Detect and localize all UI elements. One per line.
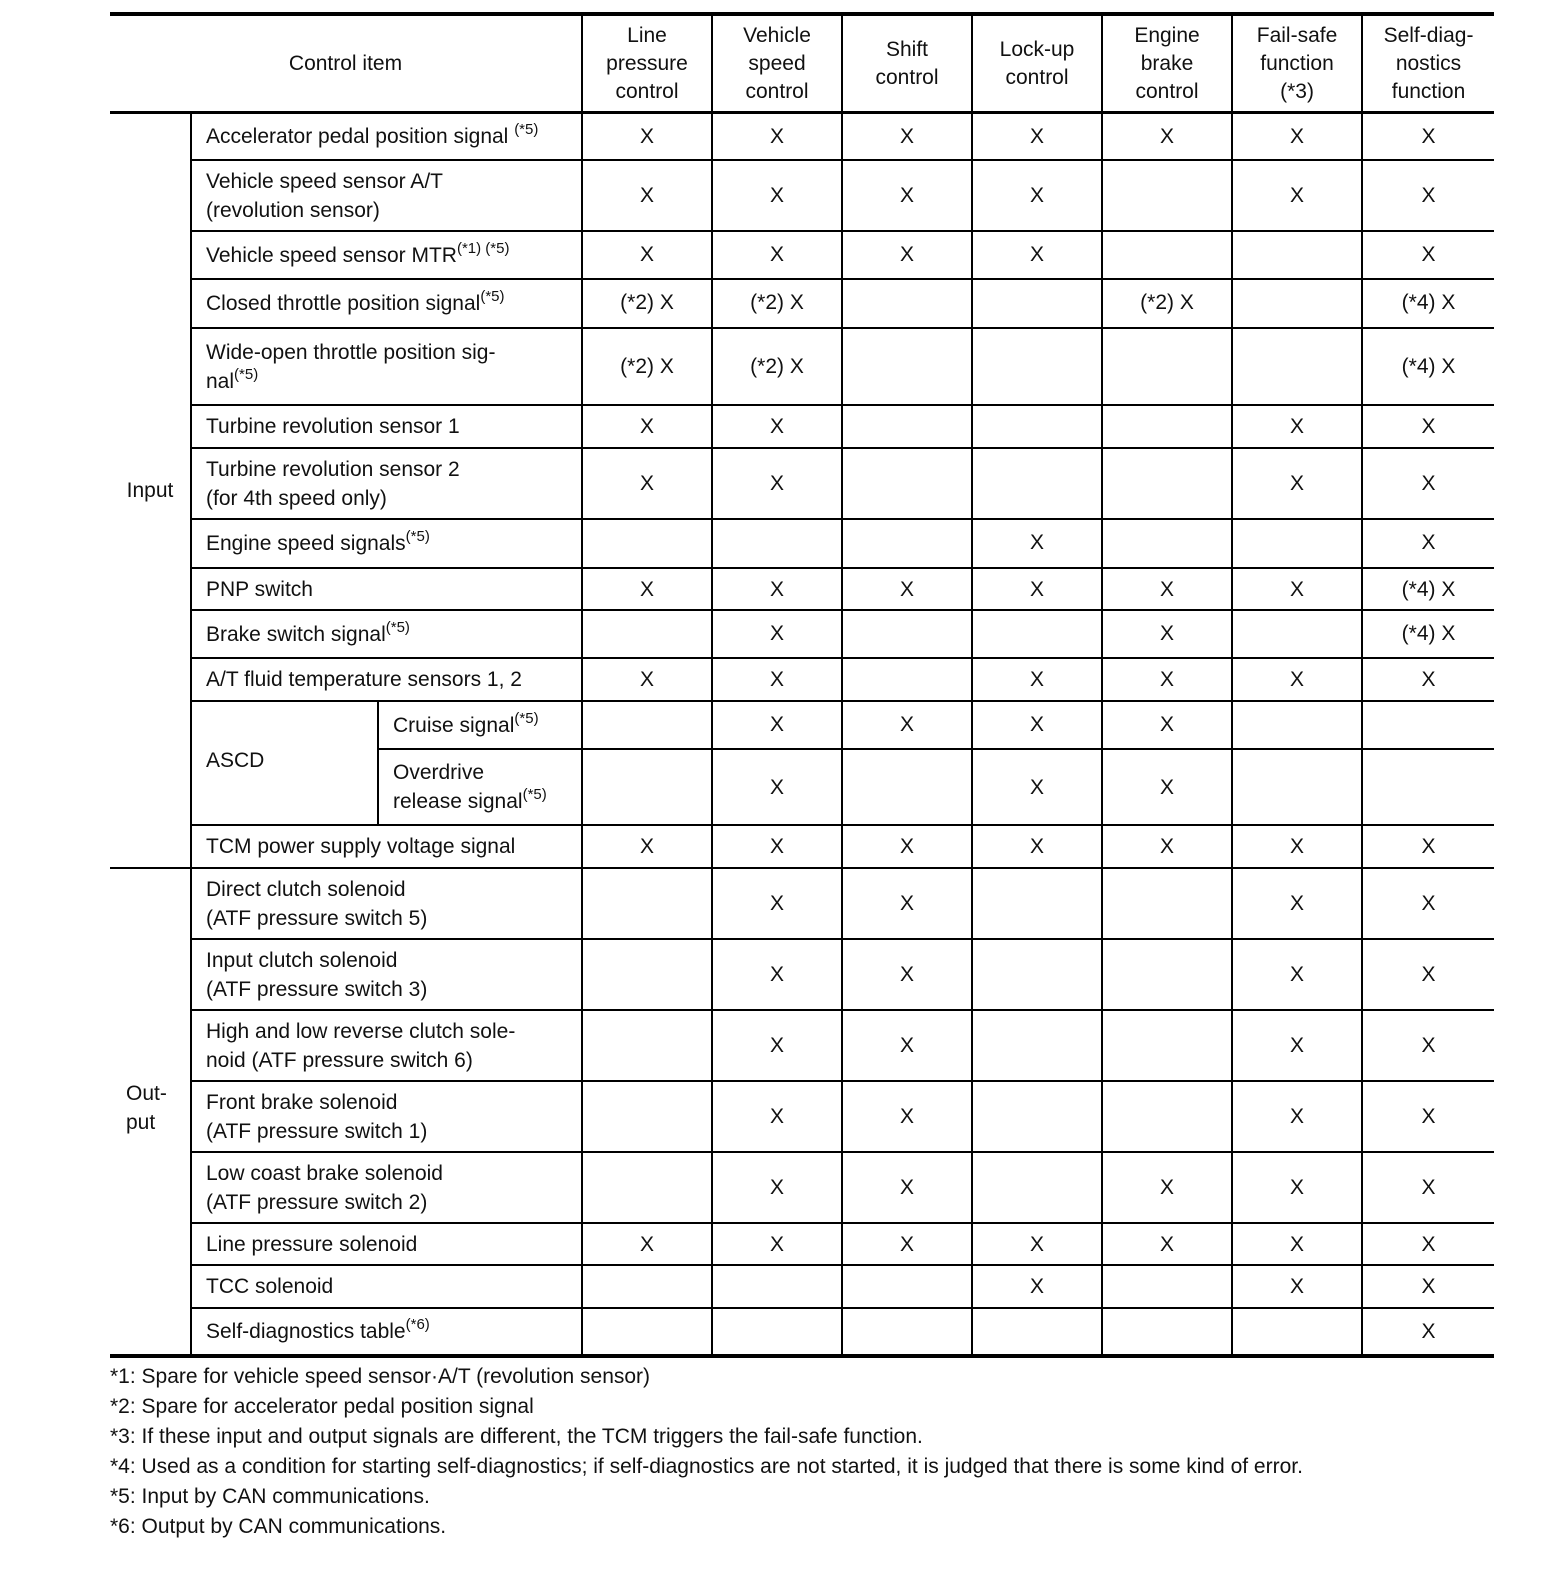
mark-cell: X (972, 568, 1102, 610)
mark-cell (972, 868, 1102, 939)
mark-cell (1102, 448, 1232, 519)
mark-cell: (*2) X (582, 279, 712, 328)
mark-cell: X (842, 1010, 972, 1081)
mark-cell (1102, 405, 1232, 448)
mark-cell: X (842, 825, 972, 868)
control-item-table (110, 12, 1494, 1358)
table-row (110, 1308, 1494, 1356)
mark-cell (1102, 1010, 1232, 1081)
mark-cell: X (842, 231, 972, 279)
row-label: Self-diagnostics table$^{(*6)}$ (191, 1308, 582, 1356)
mark-cell: X (582, 658, 712, 701)
mark-cell: X (972, 112, 1102, 160)
table-row (110, 1152, 1494, 1223)
mark-cell (972, 1081, 1102, 1152)
row-label: Turbine revolution sensor 1 (191, 405, 582, 448)
footnote: *3: If these input and output signals are different, the TCM triggers the fail-safe function. (110, 1425, 923, 1448)
mark-cell: X (712, 160, 842, 231)
mark-cell: X (1232, 1265, 1362, 1308)
mark-cell: X (1362, 1265, 1494, 1308)
mark-cell: X (1232, 1010, 1362, 1081)
mark-cell (1102, 1308, 1232, 1356)
mark-cell: X (582, 825, 712, 868)
mark-cell (1232, 519, 1362, 568)
mark-cell (712, 1308, 842, 1356)
mark-cell (582, 939, 712, 1010)
mark-cell (1362, 701, 1494, 749)
row-label: Line pressure solenoid (191, 1223, 582, 1265)
mark-cell: (*2) X (712, 328, 842, 405)
group-label-input: Input (110, 112, 191, 868)
mark-cell: X (712, 231, 842, 279)
mark-cell: X (1232, 658, 1362, 701)
row-label: TCC solenoid (191, 1265, 582, 1308)
mark-cell: X (842, 568, 972, 610)
mark-cell (582, 1081, 712, 1152)
header-engine-brake-control: Engine brake control (1102, 14, 1232, 112)
table-row (110, 658, 1494, 701)
mark-cell: X (712, 1081, 842, 1152)
header-control-item: Control item (110, 14, 582, 112)
row-label: Brake switch signal$^{(*5)}$ (191, 610, 582, 658)
row-label: TCM power supply voltage signal (191, 825, 582, 868)
mark-cell: X (1362, 519, 1494, 568)
mark-cell (1102, 939, 1232, 1010)
table-row (110, 868, 1494, 939)
mark-cell: X (582, 568, 712, 610)
mark-cell (582, 1152, 712, 1223)
table-row (110, 1223, 1494, 1265)
mark-cell (972, 1010, 1102, 1081)
mark-cell (972, 405, 1102, 448)
footnote: *2: Spare for accelerator pedal position signal (110, 1395, 534, 1418)
mark-cell: X (1102, 701, 1232, 749)
mark-cell: X (712, 1152, 842, 1223)
mark-cell (1102, 160, 1232, 231)
mark-cell: (*4) X (1362, 279, 1494, 328)
mark-cell: (*4) X (1362, 328, 1494, 405)
mark-cell: X (1362, 1010, 1494, 1081)
mark-cell: X (1102, 610, 1232, 658)
mark-cell: X (1362, 231, 1494, 279)
mark-cell: X (842, 1081, 972, 1152)
table-row (110, 405, 1494, 448)
mark-cell: X (1102, 658, 1232, 701)
mark-cell: (*2) X (582, 328, 712, 405)
mark-cell (582, 868, 712, 939)
mark-cell (1232, 701, 1362, 749)
header-row (110, 14, 1494, 112)
table-row (110, 939, 1494, 1010)
mark-cell: X (972, 825, 1102, 868)
table-row (110, 160, 1494, 231)
mark-cell: X (1362, 112, 1494, 160)
mark-cell: X (1102, 1223, 1232, 1265)
mark-cell: X (842, 1223, 972, 1265)
mark-cell: X (582, 160, 712, 231)
mark-cell: X (1102, 112, 1232, 160)
mark-cell: X (1362, 868, 1494, 939)
mark-cell: X (712, 568, 842, 610)
mark-cell: X (712, 658, 842, 701)
row-label: Input clutch solenoid (ATF pressure switch 3) (191, 939, 582, 1010)
mark-cell (842, 328, 972, 405)
mark-cell (842, 610, 972, 658)
table-row (110, 1081, 1494, 1152)
mark-cell (582, 701, 712, 749)
mark-cell: X (1232, 568, 1362, 610)
mark-cell: X (712, 749, 842, 825)
table-row (110, 701, 1494, 749)
table-row (110, 112, 1494, 160)
row-label: A/T fluid temperature sensors 1, 2 (191, 658, 582, 701)
row-label: PNP switch (191, 568, 582, 610)
group-label-ascd: ASCD (191, 701, 378, 825)
table-row (110, 1010, 1494, 1081)
mark-cell (1102, 1081, 1232, 1152)
mark-cell: X (582, 1223, 712, 1265)
table-row (110, 1265, 1494, 1308)
mark-cell: X (972, 701, 1102, 749)
mark-cell: X (712, 112, 842, 160)
mark-cell: X (1362, 1081, 1494, 1152)
mark-cell: X (1102, 1152, 1232, 1223)
mark-cell (842, 749, 972, 825)
mark-cell: X (972, 519, 1102, 568)
mark-cell: X (972, 231, 1102, 279)
mark-cell: X (842, 1152, 972, 1223)
mark-cell (972, 939, 1102, 1010)
mark-cell (582, 749, 712, 825)
mark-cell (582, 1308, 712, 1356)
table-row (110, 519, 1494, 568)
mark-cell: X (1232, 405, 1362, 448)
mark-cell (972, 1152, 1102, 1223)
mark-cell (1102, 519, 1232, 568)
mark-cell: X (712, 939, 842, 1010)
table-row (110, 610, 1494, 658)
mark-cell (842, 279, 972, 328)
mark-cell: (*4) X (1362, 610, 1494, 658)
mark-cell: X (582, 448, 712, 519)
mark-cell (1232, 610, 1362, 658)
mark-cell: X (582, 405, 712, 448)
mark-cell (972, 328, 1102, 405)
mark-cell (1102, 231, 1232, 279)
mark-cell (1102, 1265, 1232, 1308)
header-fail-safe-function: Fail-safe function (*3) (1232, 14, 1362, 112)
mark-cell (842, 1308, 972, 1356)
mark-cell (1102, 868, 1232, 939)
row-label: Closed throttle position signal$^{(*5)}$ (191, 279, 582, 328)
mark-cell: X (1232, 448, 1362, 519)
mark-cell: X (712, 405, 842, 448)
mark-cell: X (1102, 749, 1232, 825)
table-row (110, 825, 1494, 868)
mark-cell: X (1362, 1223, 1494, 1265)
row-label: Turbine revolution sensor 2 (for 4th speed only) (191, 448, 582, 519)
mark-cell: X (1362, 825, 1494, 868)
control-item-table-wrapper (110, 12, 1494, 1358)
mark-cell (1232, 328, 1362, 405)
mark-cell: X (1362, 1152, 1494, 1223)
mark-cell: X (712, 701, 842, 749)
mark-cell (582, 610, 712, 658)
row-label: Direct clutch solenoid (ATF pressure switch 5) (191, 868, 582, 939)
mark-cell: X (1232, 939, 1362, 1010)
mark-cell (842, 1265, 972, 1308)
mark-cell: X (1232, 825, 1362, 868)
mark-cell: X (1232, 868, 1362, 939)
mark-cell (582, 1010, 712, 1081)
mark-cell: X (1232, 1152, 1362, 1223)
header-self-diagnostics-function: Self-diag- nostics function (1362, 14, 1494, 112)
mark-cell (1232, 749, 1362, 825)
header-shift-control: Shift control (842, 14, 972, 112)
mark-cell (1362, 749, 1494, 825)
footnote: *6: Output by CAN communications. (110, 1515, 447, 1538)
footnote: *4: Used as a condition for starting self-diagnostics; if self-diagnostics are not started, it is judged that there is some kind of error. (110, 1455, 1303, 1478)
footnote: *5: Input by CAN communications. (110, 1485, 430, 1508)
mark-cell (712, 1265, 842, 1308)
mark-cell: X (842, 939, 972, 1010)
mark-cell (842, 448, 972, 519)
mark-cell: X (972, 658, 1102, 701)
row-label: Cruise signal$^{(*5)}$ (378, 701, 582, 749)
header-lock-up-control: Lock-up control (972, 14, 1102, 112)
mark-cell (972, 279, 1102, 328)
row-label: Vehicle speed sensor MTR$^{(*1) (*5)}$ (191, 231, 582, 279)
table-row (110, 568, 1494, 610)
mark-cell (972, 448, 1102, 519)
mark-cell: X (1102, 568, 1232, 610)
mark-cell: X (842, 701, 972, 749)
mark-cell: X (842, 160, 972, 231)
mark-cell (582, 519, 712, 568)
mark-cell (842, 658, 972, 701)
mark-cell: X (1362, 448, 1494, 519)
mark-cell: X (972, 160, 1102, 231)
mark-cell: X (582, 231, 712, 279)
mark-cell: X (842, 868, 972, 939)
mark-cell: X (972, 749, 1102, 825)
mark-cell: X (712, 825, 842, 868)
mark-cell: X (1362, 1308, 1494, 1356)
mark-cell: (*4) X (1362, 568, 1494, 610)
mark-cell (1232, 231, 1362, 279)
mark-cell: X (1232, 160, 1362, 231)
mark-cell (972, 1308, 1102, 1356)
mark-cell: (*2) X (1102, 279, 1232, 328)
mark-cell: X (1362, 405, 1494, 448)
row-label: High and low reverse clutch sole- noid (ATF pressure switch 6) (191, 1010, 582, 1081)
mark-cell: X (1102, 825, 1232, 868)
mark-cell (1102, 328, 1232, 405)
footnote: *1: Spare for vehicle speed sensor·A/T (revolution sensor) (110, 1365, 651, 1388)
mark-cell: X (1232, 1223, 1362, 1265)
header-vehicle-speed-control: Vehicle speed control (712, 14, 842, 112)
row-label: Low coast brake solenoid (ATF pressure switch 2) (191, 1152, 582, 1223)
mark-cell: X (1232, 1081, 1362, 1152)
mark-cell: X (842, 112, 972, 160)
row-label: Engine speed signals$^{(*5)}$ (191, 519, 582, 568)
mark-cell (972, 610, 1102, 658)
mark-cell (842, 405, 972, 448)
mark-cell: X (712, 610, 842, 658)
group-label-output: Out- put (110, 868, 191, 1356)
row-label: Vehicle speed sensor A/T (revolution sensor) (191, 160, 582, 231)
mark-cell: X (1362, 658, 1494, 701)
footnotes (110, 1362, 1494, 1542)
table-row (110, 231, 1494, 279)
row-label: Accelerator pedal position signal $^{(*5)}$ (191, 112, 582, 160)
row-label: Wide-open throttle position sig- nal$^{(*5)}$ (191, 328, 582, 405)
mark-cell (582, 1265, 712, 1308)
mark-cell (1232, 1308, 1362, 1356)
mark-cell (1232, 279, 1362, 328)
row-label: Front brake solenoid (ATF pressure switch 1) (191, 1081, 582, 1152)
table-row (110, 279, 1494, 328)
mark-cell: X (712, 1223, 842, 1265)
mark-cell (842, 519, 972, 568)
header-line-pressure-control: Line pressure control (582, 14, 712, 112)
mark-cell: X (1232, 112, 1362, 160)
table-row (110, 448, 1494, 519)
mark-cell: X (712, 1010, 842, 1081)
mark-cell: X (1362, 939, 1494, 1010)
mark-cell: X (712, 868, 842, 939)
mark-cell: X (1362, 160, 1494, 231)
mark-cell: X (972, 1223, 1102, 1265)
mark-cell: (*2) X (712, 279, 842, 328)
mark-cell: X (712, 448, 842, 519)
mark-cell: X (972, 1265, 1102, 1308)
row-label: Overdrive release signal$^{(*5)}$ (378, 749, 582, 825)
mark-cell (712, 519, 842, 568)
mark-cell: X (582, 112, 712, 160)
table-row (110, 328, 1494, 405)
